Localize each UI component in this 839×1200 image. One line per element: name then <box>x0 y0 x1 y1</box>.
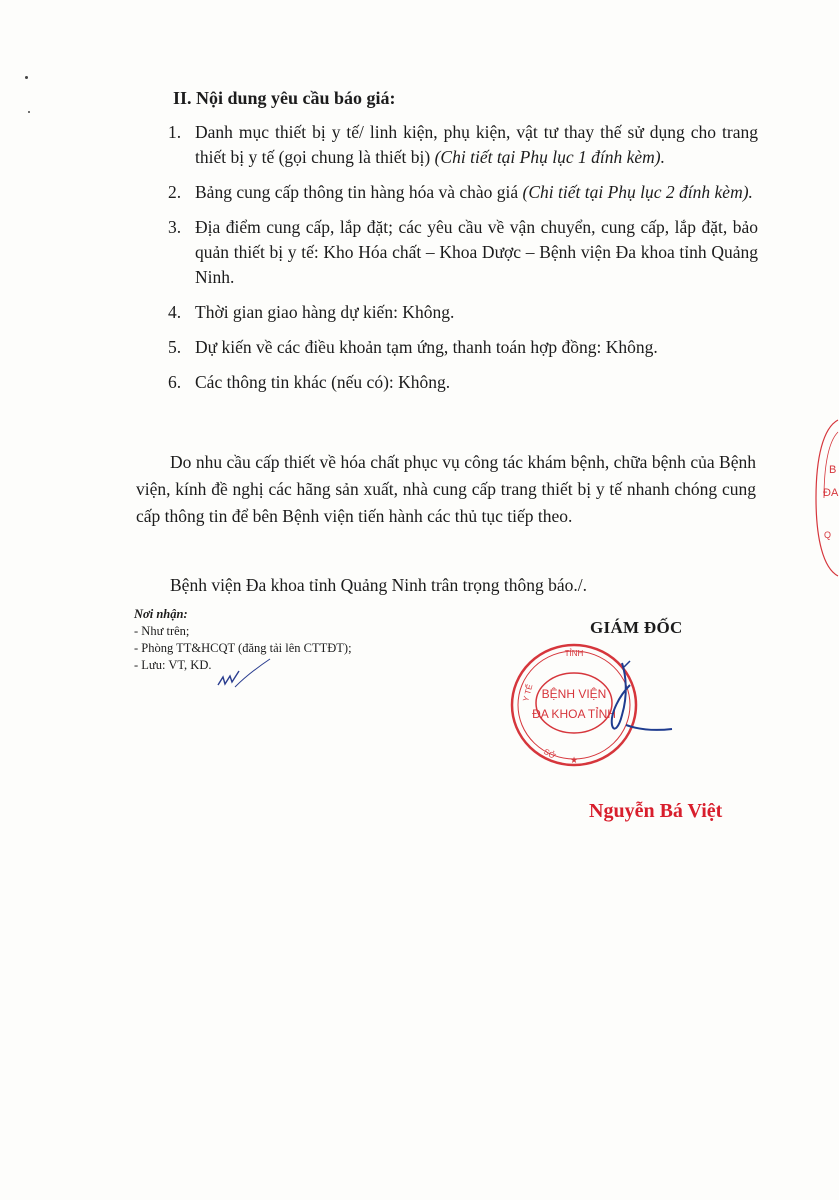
edge-seal-char: B <box>829 464 837 476</box>
list-item-italic-note: (Chi tiết tại Phụ lục 1 đính kèm). <box>434 147 665 167</box>
list-item-body: Dự kiến về các điều khoản tạm ứng, thanh toán hợp đồng: Không. <box>195 337 658 357</box>
list-item-text <box>195 215 758 290</box>
list-item <box>168 300 758 325</box>
list-item-number: 1. <box>168 122 182 142</box>
list-item-number: 6. <box>168 372 182 392</box>
list-item <box>168 120 758 170</box>
section-title: II. Nội dung yêu cầu báo giá: <box>173 88 396 108</box>
closing-paragraph: Do nhu cầu cấp thiết về hóa chất phục vụ công tác khám bệnh, chữa bệnh của Bệnh viện, kính đề nghị các hãng sản xuất, nhà cung cấp trang thiết bị y tế nhanh chóng cung cấp thông tin để bên Bệnh viện tiến hành các thủ tục tiếp theo. <box>136 452 756 526</box>
partial-edge-seal <box>808 418 839 578</box>
scan-speck <box>25 76 28 79</box>
svg-text:SỞ: SỞ <box>542 746 558 761</box>
recipient-line: - Phòng TT&HCQT (đăng tải lên CTTĐT); <box>134 641 352 655</box>
requirements-list <box>168 120 758 405</box>
seal-text-line1: BỆNH VIỆN <box>541 687 607 701</box>
list-item-number: 2. <box>168 182 182 202</box>
list-item-number: 3. <box>168 217 182 237</box>
list-item <box>168 335 758 360</box>
list-item <box>168 215 758 290</box>
list-item-text <box>195 300 758 325</box>
list-item-italic-note: (Chi tiết tại Phụ lục 2 đính kèm). <box>522 182 753 202</box>
scan-speck <box>28 111 30 113</box>
list-item-body: Thời gian giao hàng dự kiến: Không. <box>195 302 455 322</box>
list-item-text <box>195 370 758 395</box>
handwritten-signature <box>600 655 680 745</box>
list-item <box>168 180 758 205</box>
list-item-text <box>195 180 758 205</box>
list-item-body: Danh mục thiết bị y tế/ linh kiện, phụ kiện, vật tư thay thế sử dụng cho trang thiết bị y tế (gọi chung là thiết bị) <box>195 122 758 167</box>
list-item-text <box>195 120 758 170</box>
list-item-body: Các thông tin khác (nếu có): Không. <box>195 372 451 392</box>
recipients-heading: Nơi nhận: <box>134 607 188 621</box>
edge-seal-char: ĐA <box>823 487 839 499</box>
list-item-body: Địa điểm cung cấp, lắp đặt; các yêu cầu về vận chuyển, cung cấp, lắp đặt, bảo quản thiết bị y tế: Kho Hóa chất – Khoa Dược – Bệnh viện Đa khoa tỉnh Quảng Ninh. <box>195 217 758 287</box>
list-item <box>168 370 758 395</box>
svg-text:Y TẾ: Y TẾ <box>521 683 535 703</box>
signatory-title: GIÁM ĐỐC <box>590 618 683 637</box>
edge-seal-char: Q <box>824 530 832 540</box>
recipient-line: - Như trên; <box>134 624 190 638</box>
svg-text:TỈNH: TỈNH <box>564 649 584 658</box>
recipient-line: - Lưu: VT, KD. <box>134 658 212 672</box>
closing-notice: Bệnh viện Đa khoa tỉnh Quảng Ninh trân trọng thông báo./. <box>170 575 588 595</box>
list-item-number: 4. <box>168 302 182 322</box>
list-item-text <box>195 335 758 360</box>
list-item-body: Bảng cung cấp thông tin hàng hóa và chào giá <box>195 182 523 202</box>
signatory-name: Nguyễn Bá Việt <box>589 800 723 822</box>
list-item-number: 5. <box>168 337 182 357</box>
svg-text:★: ★ <box>569 755 579 765</box>
initials-mark <box>215 657 280 692</box>
seal-text-line2: ĐA KHOA TỈNH <box>532 707 616 721</box>
